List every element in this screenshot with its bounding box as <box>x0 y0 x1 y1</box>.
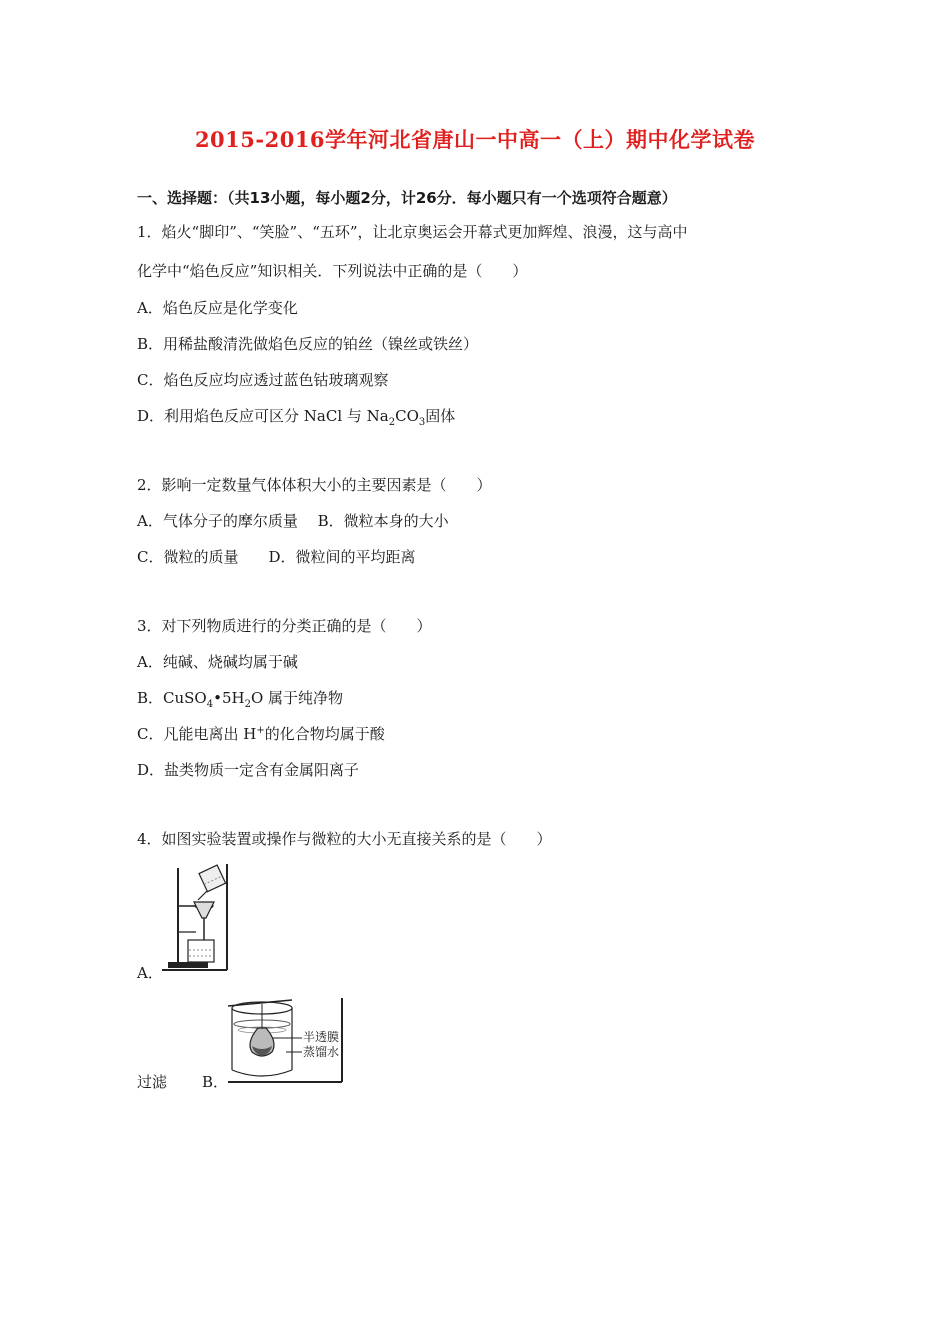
q1-option-d-sub2: 3 <box>418 417 426 428</box>
q3-option-a: A．纯碱、烧碱均属于碱 <box>137 653 298 671</box>
q2-stem: 2．影响一定数量气体体积大小的主要因素是（ ） <box>137 476 492 494</box>
q1-option-d <box>137 405 455 427</box>
q3-option-c <box>137 723 385 745</box>
q4-fig-b-label-membrane: 半透膜 <box>303 1030 340 1044</box>
q3-option-b-prefix: B．CuSO <box>137 689 207 707</box>
q1-option-d-mid: CO <box>395 407 419 425</box>
q4-label-a: A． <box>137 964 163 982</box>
q1-option-d-prefix: D．利用焰色反应可区分 NaCl 与 Na <box>137 407 389 425</box>
exam-title: 2015-2016学年河北省唐山一中高一（上）期中化学试卷 <box>194 127 756 152</box>
q1-option-c: C．焰色反应均应透过蓝色钴玻璃观察 <box>137 371 389 389</box>
q1-option-a: A．焰色反应是化学变化 <box>137 299 298 317</box>
q4-fig-b-label-water: 蒸馏水 <box>303 1045 340 1059</box>
q2-options-row2: C．微粒的质量 D．微粒间的平均距离 <box>137 548 416 566</box>
q4-caption-a: 过滤 <box>137 1073 168 1091</box>
q1-stem-line2: 化学中“焰色反应”知识相关．下列说法中正确的是（ ） <box>137 262 528 280</box>
q3-stem: 3．对下列物质进行的分类正确的是（ ） <box>137 617 432 635</box>
q1-stem-line1: 1．焰火“脚印”、“笑脸”、“五环”，让北京奥运会开幕式更加辉煌、浪漫，这与高中 <box>137 223 688 241</box>
q3-option-b <box>137 687 343 709</box>
q4-label-b: B． <box>202 1073 229 1091</box>
q3-option-c-suffix: 的化合物均属于酸 <box>264 725 385 743</box>
q2-options-row1: A．气体分子的摩尔质量 B．微粒本身的大小 <box>137 512 449 530</box>
filtration-apparatus-figure <box>160 862 232 974</box>
q3-option-b-suffix: O 属于纯净物 <box>250 689 344 707</box>
q3-option-d: D．盐类物质一定含有金属阳离子 <box>137 761 360 779</box>
q1-option-d-suffix: 固体 <box>425 407 456 425</box>
section-heading: 一、选择题：（共13小题，每小题2分，计26分．每小题只有一个选项符合题意） <box>137 189 677 207</box>
q3-option-c-prefix: C．凡能电离出 H <box>137 725 257 743</box>
q3-option-b-sub2: 2 <box>244 699 251 710</box>
q4-stem: 4．如图实验装置或操作与微粒的大小无直接关系的是（ ） <box>137 830 552 848</box>
q1-option-d-sub1: 2 <box>388 417 396 428</box>
q3-option-b-mid: •5H <box>213 689 245 707</box>
q3-option-b-sub1: 4 <box>206 699 214 710</box>
q3-option-c-sup: + <box>256 725 265 736</box>
q1-option-b: B．用稀盐酸清洗做焰色反应的铂丝（镍丝或铁丝） <box>137 335 479 353</box>
